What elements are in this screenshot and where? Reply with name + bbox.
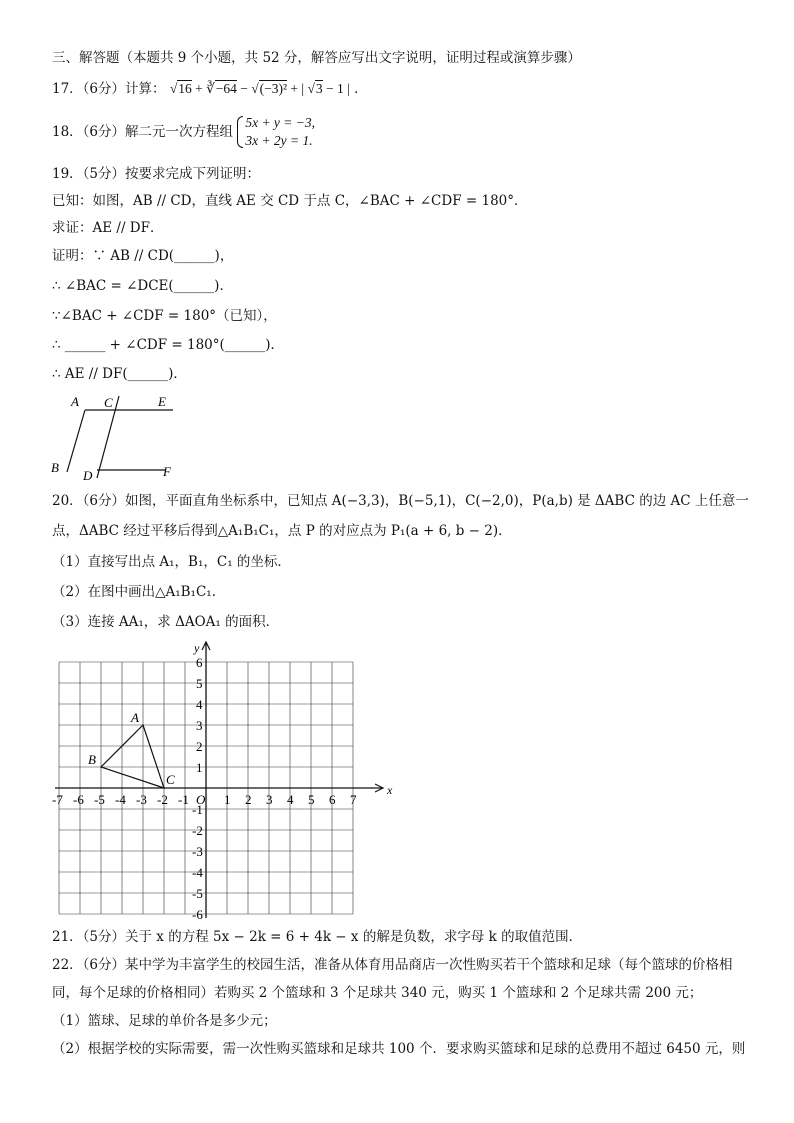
x-tick-label: -6 — [73, 792, 84, 807]
vertex-label-c: C — [166, 772, 175, 787]
x-tick-label: 5 — [308, 792, 315, 807]
q20-sub3: （3）连接 AA₁，求 ΔAOA₁ 的面积． — [52, 614, 280, 630]
vertex-label-b: B — [88, 752, 96, 767]
x-tick-label: 7 — [350, 792, 357, 807]
q20-line2: 点，ΔABC 经过平移后得到△A₁B₁C₁，点 P 的对应点为 P₁(a + 6, b − 2)． — [52, 523, 512, 539]
q22-sub2: （2）根据学校的实际需要，需一次性购买篮球和足球共 100 个．要求购买篮球和足球的总费用不超过 6450 元，则 — [52, 1041, 746, 1057]
q17-expression: √16 + ∛−64 − √(−3)² + | √3 − 1 | — [169, 81, 350, 96]
proof-step: ∴ AE // DF(______)． — [52, 366, 187, 382]
x-axis-label: x — [387, 783, 393, 797]
q17 — [52, 80, 368, 98]
q22-line2: 同，每个足球的价格相同）若购买 2 个篮球和 3 个足球共 340 元，购买 1 个篮球和 2 个足球共需 200 元； — [52, 985, 703, 1001]
q20-line1: 20．（6分）如图，平面直角坐标系中，已知点 A(−3,3)，B(−5,1)，C(−2,0)，P(a,b) 是 ΔABC 的边 AC 上任意一 — [52, 493, 749, 509]
x-tick-label: -4 — [115, 792, 126, 807]
q18 — [52, 114, 315, 150]
q19-given: 已知：如图，AB // CD，直线 AE 交 CD 于点 C，∠BAC + ∠CDF = 180°． — [52, 193, 528, 209]
q20-sub2: （2）在图中画出△A₁B₁C₁． — [52, 584, 226, 600]
q20-sub1: （1）直接写出点 A₁，B₁，C₁ 的坐标． — [52, 554, 291, 570]
x-tick-label: -1 — [178, 792, 189, 807]
equation-1: 5x + y = −3, — [245, 115, 316, 130]
label-e: E — [158, 394, 166, 409]
x-tick-label: -7 — [52, 792, 63, 807]
q19-prove: 求证：AE // DF． — [52, 220, 164, 236]
label-c: C — [104, 395, 113, 410]
proof-step: 证明：∵ AB // CD(______)， — [52, 248, 234, 264]
x-tick-label: -3 — [136, 792, 147, 807]
y-tick-label: -6 — [192, 907, 203, 922]
q21-text: 21．（5分）关于 x 的方程 5x − 2k = 6 + 4k − x 的解是负数，求字母 k 的取值范围． — [52, 929, 583, 945]
origin-label: O — [196, 792, 206, 807]
y-tick-label: -4 — [192, 865, 203, 880]
label-d: D — [83, 468, 93, 483]
triangle-abc — [101, 725, 164, 788]
q22-sub1: （1）篮球、足球的单价各是多少元； — [52, 1013, 277, 1029]
q19-prefix: 19．（5分）按要求完成下列证明： — [52, 166, 261, 182]
q17-prefix: 17．（6分）计算： — [52, 81, 166, 97]
x-tick-label: 2 — [245, 792, 252, 807]
q18-prefix: 18．（6分）解二元一次方程组 — [52, 124, 234, 140]
label-b: B — [51, 460, 59, 475]
line-ab — [67, 410, 85, 472]
proof-step: ∵∠BAC + ∠CDF = 180°（已知）， — [52, 308, 277, 324]
y-axis-label: y — [194, 641, 200, 655]
vertex-label-a: A — [131, 710, 139, 725]
parallel-lines-figure — [45, 392, 195, 482]
label-f: F — [163, 464, 171, 479]
x-tick-label: 3 — [266, 792, 273, 807]
coordinate-grid — [40, 638, 393, 922]
q22-line1: 22．（6分）某中学为丰富学生的校园生活，准备从体育用品商店一次性购买若干个篮球和足球（每个篮球的价格相 — [52, 957, 733, 973]
section-heading: 三、解答题（本题共 9 个小题，共 52 分，解答应写出文字说明，证明过程或演算步骤） — [52, 50, 581, 66]
y-tick-label: -3 — [192, 844, 203, 859]
y-tick-label: 4 — [196, 697, 203, 712]
x-tick-label: 4 — [287, 792, 294, 807]
x-tick-label: -5 — [94, 792, 105, 807]
proof-step: ∴ ∠BAC = ∠DCE(______)． — [52, 278, 233, 294]
x-tick-label: 6 — [329, 792, 336, 807]
proof-step: ∴ ______ + ∠CDF = 180°(______)． — [52, 337, 285, 353]
y-tick-label: 3 — [196, 718, 203, 733]
y-tick-label: 1 — [196, 760, 203, 775]
y-tick-label: 5 — [196, 676, 203, 691]
y-tick-label: -2 — [192, 823, 203, 838]
equation-2: 3x + 2y = 1. — [245, 133, 313, 148]
y-tick-label: -1 — [192, 802, 203, 817]
equation-system — [237, 114, 315, 150]
x-tick-label: -2 — [157, 792, 168, 807]
label-a: A — [71, 394, 79, 409]
q17-end: ． — [354, 81, 368, 97]
y-tick-label: 2 — [196, 739, 203, 754]
x-tick-label: 1 — [224, 792, 231, 807]
y-tick-label: 6 — [196, 655, 203, 670]
y-tick-label: -5 — [192, 886, 203, 901]
